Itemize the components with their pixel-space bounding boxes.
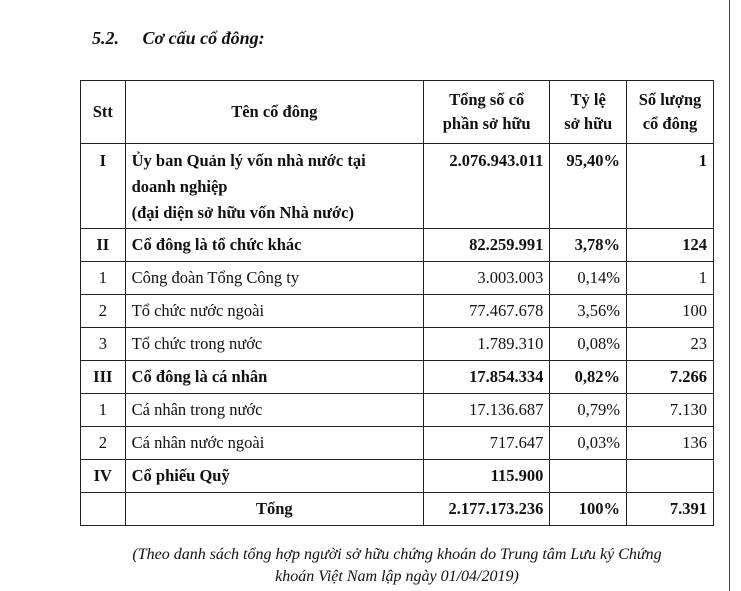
row-ratio: 3,56% (550, 295, 627, 328)
shareholder-structure-table (80, 80, 714, 526)
row-ratio: 0,08% (550, 328, 627, 361)
header-shares (423, 81, 549, 144)
row-count: 23 (627, 328, 714, 361)
row-shares: 82.259.991 (423, 229, 549, 262)
row-ratio: 95,40% (550, 144, 627, 229)
row-count: 1 (627, 262, 714, 295)
row-name: Cá nhân trong nước (125, 394, 423, 427)
header-count-line1: Số lượng (638, 90, 702, 109)
row-stt: 3 (81, 328, 126, 361)
row-stt (81, 493, 126, 526)
row-stt: IV (81, 460, 126, 493)
page-edge-line (729, 0, 730, 591)
header-name: Tên cổ đông (125, 81, 423, 144)
header-stt: Stt (81, 81, 126, 144)
row-name: Cổ đông là tổ chức khác (125, 229, 423, 262)
table-row (81, 262, 714, 295)
header-ratio-line1: Tỷ lệ (570, 90, 606, 109)
row-name-line1: Ủy ban Quản lý vốn nhà nước tại (131, 151, 366, 170)
row-name: Tổ chức nước ngoài (125, 295, 423, 328)
source-footnote (80, 544, 714, 588)
row-count: 136 (627, 427, 714, 460)
row-stt: 1 (81, 262, 126, 295)
row-shares: 2.177.173.236 (423, 493, 549, 526)
row-ratio: 0,79% (550, 394, 627, 427)
table-row (81, 328, 714, 361)
table-row (81, 394, 714, 427)
table-row (81, 427, 714, 460)
row-name: Cổ đông là cá nhân (125, 361, 423, 394)
row-ratio: 0,82% (550, 361, 627, 394)
row-count: 7.391 (627, 493, 714, 526)
section-number: 5.2. (92, 28, 119, 48)
row-name: Công đoàn Tổng Công ty (125, 262, 423, 295)
row-count: 100 (627, 295, 714, 328)
row-stt: 1 (81, 394, 126, 427)
section-heading (92, 28, 265, 49)
row-name: Cá nhân nước ngoài (125, 427, 423, 460)
row-shares: 2.076.943.011 (423, 144, 549, 229)
row-shares: 3.003.003 (423, 262, 549, 295)
row-shares: 77.467.678 (423, 295, 549, 328)
table-total-row (81, 493, 714, 526)
row-shares: 717.647 (423, 427, 549, 460)
row-shares: 115.900 (423, 460, 549, 493)
row-shares: 17.854.334 (423, 361, 549, 394)
row-stt: III (81, 361, 126, 394)
row-name: Cổ phiếu Quỹ (125, 460, 423, 493)
row-shares: 1.789.310 (423, 328, 549, 361)
row-count: 7.266 (627, 361, 714, 394)
footnote-line2: khoán Việt Nam lập ngày 01/04/2019) (275, 568, 519, 585)
row-ratio (550, 460, 627, 493)
header-count (627, 81, 714, 144)
table-row (81, 295, 714, 328)
row-ratio: 0,03% (550, 427, 627, 460)
row-stt: 2 (81, 295, 126, 328)
row-name-line3: (đại diện sở hữu vốn Nhà nước) (131, 203, 355, 222)
row-count: 1 (627, 144, 714, 229)
header-shares-line1: Tổng số cổ (449, 90, 525, 109)
table-row (81, 361, 714, 394)
footnote-line1: (Theo danh sách tổng hợp người sở hữu chứng khoán do Trung tâm Lưu ký Chứng (132, 546, 662, 563)
row-ratio: 0,14% (550, 262, 627, 295)
header-shares-line2: phần sở hữu (442, 114, 531, 133)
header-count-line2: cổ đông (642, 114, 698, 133)
row-count: 124 (627, 229, 714, 262)
row-count (627, 460, 714, 493)
row-stt: I (81, 144, 126, 229)
header-ratio (550, 81, 627, 144)
table-row (81, 460, 714, 493)
row-name: Tổ chức trong nước (125, 328, 423, 361)
section-title: Cơ cấu cổ đông: (142, 28, 265, 48)
row-shares: 17.136.687 (423, 394, 549, 427)
row-name-line2: doanh nghiệp (131, 177, 228, 196)
row-stt: 2 (81, 427, 126, 460)
row-name: Tổng (125, 493, 423, 526)
row-stt: II (81, 229, 126, 262)
row-ratio: 100% (550, 493, 627, 526)
row-ratio: 3,78% (550, 229, 627, 262)
header-ratio-line2: sở hữu (564, 114, 613, 133)
row-name (125, 144, 423, 229)
table-header-row (81, 81, 714, 144)
table-row (81, 229, 714, 262)
row-count: 7.130 (627, 394, 714, 427)
table-row (81, 144, 714, 229)
